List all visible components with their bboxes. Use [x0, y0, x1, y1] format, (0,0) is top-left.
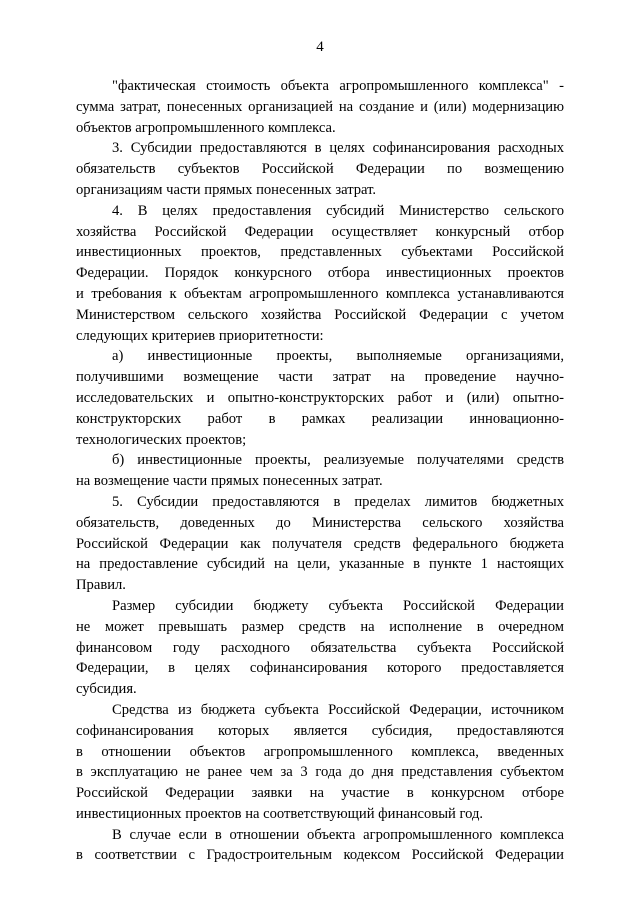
- paragraph: [76, 76, 564, 138]
- text-line: Средства из бюджета субъекта Российской Федерации, источником: [112, 701, 564, 718]
- text-line: исследовательских и опытно-конструкторских работ и (или) опытно-: [76, 389, 564, 406]
- paragraph: [76, 492, 564, 596]
- paragraph: [76, 450, 564, 492]
- text-line: В случае если в отношении объекта агропромышленного комплекса: [112, 826, 564, 843]
- text-line: субсидия.: [76, 681, 137, 698]
- text-line: 4. В целях предоставления субсидий Министерство сельского: [112, 202, 564, 219]
- page-number: 4: [316, 39, 324, 55]
- text-line: объектов агропромышленного комплекса.: [76, 119, 336, 136]
- text-line: и требования к объектам агропромышленного комплекса устанавливаются: [76, 285, 564, 302]
- paragraph: [76, 596, 564, 700]
- text-line: получившими возмещение части затрат на проведение научно-: [76, 369, 564, 386]
- text-line: Министерством сельского хозяйства Российской Федерации с учетом: [76, 306, 564, 323]
- text-line: на предоставление субсидий на цели, указанные в пункте 1 настоящих: [76, 556, 564, 573]
- text-line: Российской Федерации как получателя средств федерального бюджета: [76, 535, 564, 552]
- paragraph: [76, 138, 564, 200]
- text-line: конструкторских работ в рамках реализации инновационно-: [76, 410, 564, 427]
- text-line: 3. Субсидии предоставляются в целях софинансирования расходных: [112, 140, 564, 157]
- text-line: сумма затрат, понесенных организацией на создание и (или) модернизацию: [76, 98, 564, 115]
- text-line: обязательств, доведенных до Министерства сельского хозяйства: [76, 514, 564, 531]
- text-line: Российской Федерации заявки на участие в конкурсном отборе: [76, 785, 564, 802]
- text-line: организациям части прямых понесенных затрат.: [76, 181, 377, 198]
- text-line: а) инвестиционные проекты, выполняемые организациями,: [112, 348, 564, 365]
- text-line: в эксплуатацию не ранее чем за 3 года до дня представления субъектом: [76, 764, 564, 781]
- text-line: Размер субсидии бюджету субъекта Российской Федерации: [112, 597, 564, 614]
- text-line: не может превышать размер средств на исполнение в очередном: [76, 618, 564, 635]
- text-line: следующих критериев приоритетности:: [76, 327, 324, 344]
- text-line: "фактическая стоимость объекта агропромышленного комплекса" -: [112, 78, 564, 94]
- text-line: б) инвестиционные проекты, реализуемые получателями средств: [112, 452, 564, 469]
- document-body: [76, 76, 564, 866]
- text-line: Федерации, в целях софинансирования которого предоставляется: [76, 660, 564, 677]
- text-line: в отношении объектов агропромышленного комплекса, введенных: [76, 743, 564, 760]
- text-line: Правил.: [76, 577, 126, 594]
- paragraph: [76, 700, 564, 825]
- text-line: хозяйства Российской Федерации осуществляет конкурсный отбор: [76, 223, 564, 240]
- text-line: софинансирования которых является субсидия, предоставляются: [76, 722, 564, 739]
- text-line: на возмещение части прямых понесенных затрат.: [76, 473, 383, 490]
- text-line: 5. Субсидии предоставляются в пределах лимитов бюджетных: [112, 493, 564, 510]
- text-line: Федерации. Порядок конкурсного отбора инвестиционных проектов: [76, 265, 564, 282]
- text-line: инвестиционных проектов, представленных субъектами Российской: [76, 244, 564, 261]
- paragraph: [76, 201, 564, 347]
- paragraph: [76, 825, 564, 867]
- text-line: финансовом году расходного обязательства субъекта Российской: [76, 639, 564, 656]
- text-line: инвестиционных проектов на соответствующий финансовый год.: [76, 805, 484, 822]
- paragraph: [76, 346, 564, 450]
- text-line: в соответствии с Градостроительным кодексом Российской Федерации: [76, 847, 564, 864]
- text-line: обязательств субъектов Российской Федерации по возмещению: [76, 161, 564, 178]
- text-line: технологических проектов;: [76, 431, 247, 448]
